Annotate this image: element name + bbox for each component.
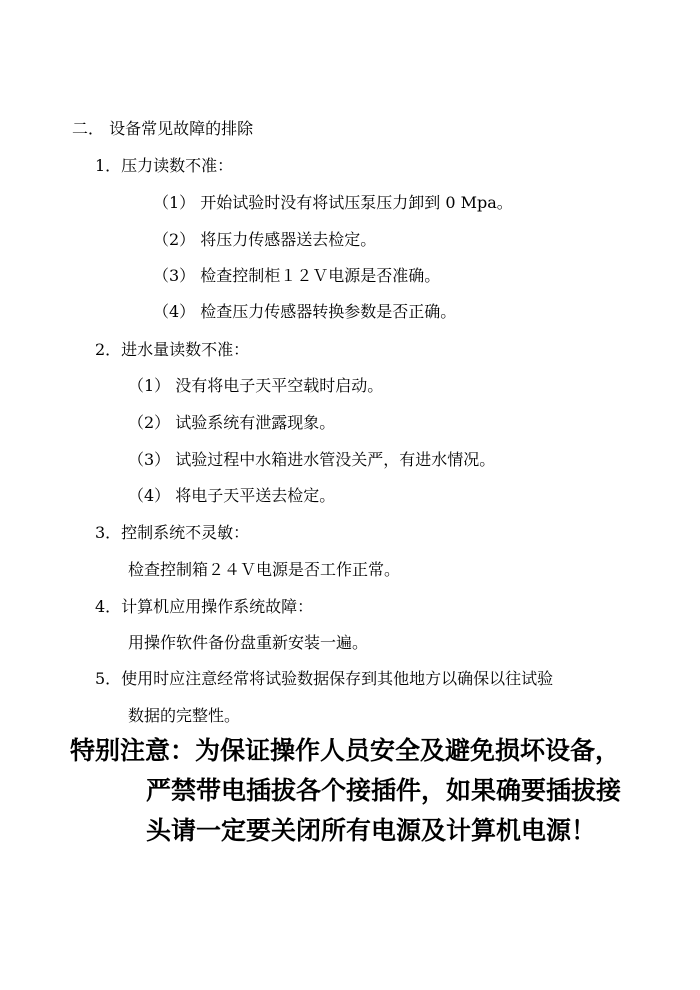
item-4-heading: 4．计算机应用操作系统故障： (95, 597, 314, 616)
warning-line-3: 头请一定要关闭所有电源及计算机电源！ (146, 816, 597, 845)
item-3-body: 检查控制箱２４Ｖ电源是否工作正常。 (128, 560, 401, 579)
item-5-heading: 5．使用时应注意经常将试验数据保存到其他地方以确保以往试验 (95, 669, 554, 688)
item-2-subitem-2: （2） 试验系统有泄露现象。 (128, 413, 336, 432)
item-2-subitem-1: （1） 没有将电子天平空载时启动。 (128, 376, 384, 395)
item-2-subitem-4: （4） 将电子天平送去检定。 (128, 486, 336, 505)
item-1-subitem-1: （1） 开始试验时没有将试压泵压力卸到 0 Mpa。 (153, 193, 513, 212)
item-4-body: 用操作软件备份盘重新安装一遍。 (128, 633, 369, 652)
item-2-heading: 2．进水量读数不准： (95, 340, 250, 359)
warning-line-2: 严禁带电插拔各个接插件，如果确要插拔接 (146, 776, 622, 805)
item-1-subitem-2: （2） 将压力传感器送去检定。 (153, 230, 377, 249)
item-1-subitem-3: （3） 检查控制柜１２Ｖ电源是否准确。 (153, 266, 441, 285)
item-3-heading: 3．控制系统不灵敏： (95, 523, 250, 542)
item-1-subitem-4: （4） 检查压力传感器转换参数是否正确。 (153, 302, 457, 321)
section-title: 二． 设备常见故障的排除 (72, 119, 254, 138)
item-2-subitem-3: （3） 试验过程中水箱进水管没关严，有进水情况。 (128, 450, 496, 469)
warning-line-1: 特别注意：为保证操作人员安全及避免损坏设备， (70, 736, 621, 765)
item-1-heading: 1．压力读数不准： (95, 156, 234, 175)
item-5-body: 数据的完整性。 (128, 706, 241, 725)
